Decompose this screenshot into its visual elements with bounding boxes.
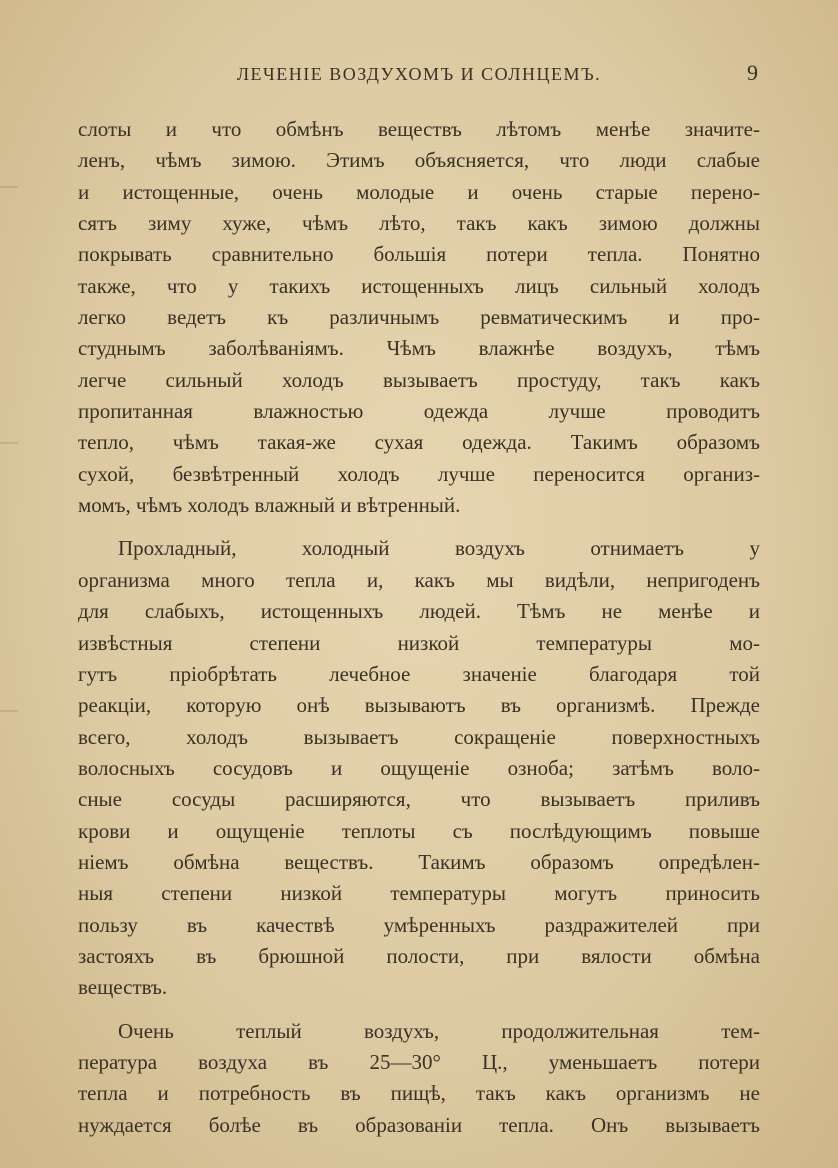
paragraph — [78, 114, 760, 521]
text-line: сятъ зиму хуже, чѣмъ лѣто, такъ какъ зимою должны — [78, 211, 760, 236]
text-line: Очень теплый воздухъ, продолжительная тем- — [118, 1018, 760, 1043]
page-edge-mark — [0, 186, 18, 188]
paragraph — [78, 533, 760, 1003]
text-line: пользу въ качествѣ умѣренныхъ раздражителей при — [78, 912, 760, 937]
text-line: ніемъ обмѣна веществъ. Такимъ образомъ опредѣлен- — [78, 849, 760, 874]
text-line: извѣстныя степени низкой температуры мо- — [78, 630, 760, 655]
text-line: всего, холодъ вызываетъ сокращеніе поверхностныхъ — [78, 724, 760, 749]
text-line: тепла и потребность въ пищѣ, такъ какъ организмъ не — [78, 1081, 760, 1106]
text-line: нуждается болѣе въ образованіи тепла. Онъ вызываетъ — [78, 1112, 760, 1137]
text-line: реакціи, которую онѣ вызываютъ въ организмѣ. Прежде — [78, 693, 760, 718]
text-line: слоты и что обмѣнъ веществъ лѣтомъ менѣе значите- — [78, 117, 760, 141]
paragraph — [78, 1016, 760, 1141]
page-edge-mark — [0, 442, 18, 444]
paragraph-gap — [78, 1004, 760, 1016]
text-line: легко ведетъ къ различнымъ ревматическимъ и про- — [78, 305, 760, 330]
text-line: сные сосуды расширяются, что вызываетъ приливъ — [78, 787, 760, 812]
text-line: веществъ. — [78, 975, 168, 1000]
text-line: сухой, безвѣтренный холодъ лучше переносится организ- — [78, 461, 760, 486]
page-header — [78, 60, 760, 92]
text-line: ленъ, чѣмъ зимою. Этимъ объясняется, что люди слабые — [78, 148, 760, 173]
text-line: для слабыхъ, истощенныхъ людей. Тѣмъ не менѣе и — [78, 599, 760, 624]
text-line: также, что у такихъ истощенныхъ лицъ сильный холодъ — [78, 273, 760, 298]
text-line: крови и ощущеніе теплоты съ послѣдующимъ повыше — [78, 818, 760, 843]
text-line: ныя степени низкой температуры могутъ приносить — [78, 881, 760, 906]
text-line: Прохладный, холодный воздухъ отнимаетъ у — [118, 536, 760, 561]
body-text — [78, 114, 760, 1141]
text-line: гутъ пріобрѣтать лечебное значеніе благодаря той — [78, 661, 760, 686]
text-line: пропитанная влажностью одежда лучше проводитъ — [78, 399, 760, 424]
text-line: тепло, чѣмъ такая-же сухая одежда. Такимъ образомъ — [78, 430, 760, 455]
running-title: ЛЕЧЕНІЕ ВОЗДУХОМЪ И СОЛНЦЕМЪ. — [236, 64, 602, 84]
text-line: момъ, чѣмъ холодъ влажный и вѣтренный. — [78, 493, 461, 518]
page-edge-mark — [0, 710, 18, 712]
text-line: студнымъ заболѣваніямъ. Чѣмъ влажнѣе воздухъ, тѣмъ — [78, 336, 760, 361]
text-line: покрывать сравнительно большія потери тепла. Понятно — [78, 242, 760, 267]
paragraph-gap — [78, 521, 760, 533]
text-line: организма много тепла и, какъ мы видѣли, непригоденъ — [78, 567, 760, 592]
text-line: и истощенные, очень молодые и очень старые перено- — [78, 179, 760, 204]
text-line: застояхъ въ брюшной полости, при вялости обмѣна — [78, 943, 760, 968]
text-line: легче сильный холодъ вызываетъ простуду, такъ какъ — [78, 367, 760, 392]
page-number: 9 — [747, 60, 758, 85]
text-line: волосныхъ сосудовъ и ощущеніе озноба; затѣмъ воло- — [78, 755, 760, 780]
text-line: пература воздуха въ 25—30° Ц., уменьшаетъ потери — [78, 1049, 760, 1074]
